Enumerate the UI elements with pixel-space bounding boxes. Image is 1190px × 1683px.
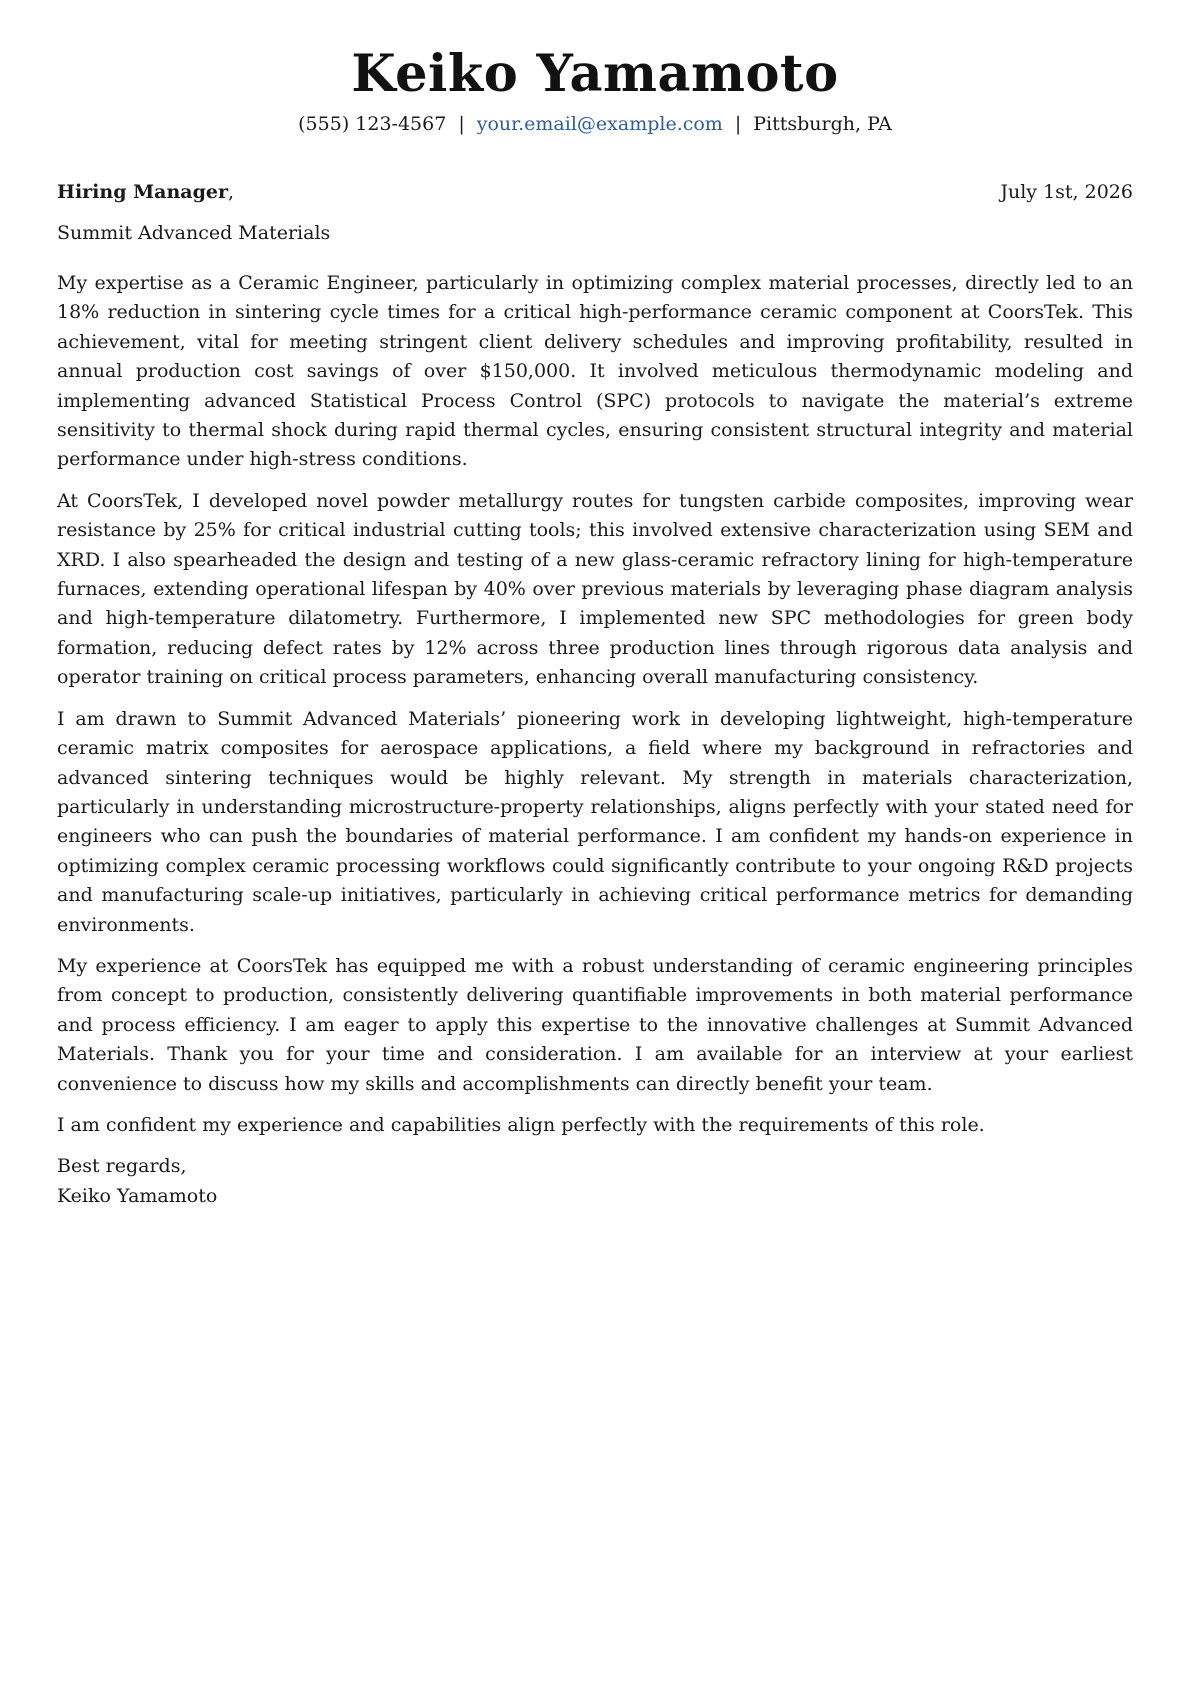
letter-date: July 1st, 2026: [1000, 181, 1133, 203]
letter-body: [57, 269, 1133, 1140]
body-paragraph: At CoorsTek, I developed novel powder metallurgy routes for tungsten carbide composites, improving wear resistance by 25% for critical industrial cutting tools; this involved extensive characterization using SEM and XRD. I also spearheaded the design and testing of a new glass-ceramic refractory lining for high-temperature furnaces, extending operational lifespan by 40% over previous materials by leveraging phase diagram analysis and high-temperature dilatometry. Furthermore, I implemented new SPC methodologies for green body formation, reducing defect rates by 12% across three production lines through rigorous data analysis and operator training on critical process parameters, enhancing overall manufacturing consistency.: [57, 489, 1133, 689]
email-link[interactable]: your.email@example.com: [476, 113, 723, 135]
body-paragraph: My experience at CoorsTek has equipped me with a robust understanding of ceramic engineering principles from concept to production, consistently delivering quantifiable improvements in both material performance and process efficiency. I am eager to apply this expertise to the innovative challenges at Summit Advanced Materials. Thank you for your time and consideration. I am available for an interview at your earliest convenience to discuss how my skills and accomplishments can directly benefit your team.: [57, 954, 1133, 1095]
closing-salutation: Best regards,: [57, 1155, 187, 1178]
recipient-date-row: [57, 180, 1133, 204]
letter-closing: [57, 1152, 1133, 1211]
contact-separator: |: [734, 113, 742, 135]
body-paragraph: I am drawn to Summit Advanced Materials’ pioneering work in developing lightweight, high-temperature ceramic matrix composites for aerospace applications, a field where my background in refractories and advanced sintering techniques would be highly relevant. My strength in materials characterization, particularly in understanding microstructure-property relationships, aligns perfectly with your stated need for engineers who can push the boundaries of material performance. I am confident my hands-on experience in optimizing complex ceramic processing workflows could significantly contribute to your ongoing R&D projects and manufacturing scale-up initiatives, particularly in achieving critical performance metrics for demanding environments.: [57, 707, 1133, 936]
location: Pittsburgh, PA: [753, 113, 892, 135]
phone-number: (555) 123-4567: [298, 113, 447, 135]
recipient-company: Summit Advanced Materials: [57, 222, 331, 244]
contact-line: [57, 112, 1133, 136]
recipient-comma: ,: [227, 181, 235, 203]
body-paragraph: My expertise as a Ceramic Engineer, particularly in optimizing complex material processes, directly led to an 18% reduction in sintering cycle times for a critical high-performance ceramic component at CoorsTek. This achievement, vital for meeting stringent client delivery schedules and improving profitability, resulted in annual production cost savings of over $150,000. It involved meticulous thermodynamic modeling and implementing advanced Statistical Process Control (SPC) protocols to navigate the material’s extreme sensitivity to thermal shock during rapid thermal cycles, ensuring consistent structural integrity and material performance under high-stress conditions.: [57, 272, 1133, 471]
sender-name: Keiko Yamamoto: [351, 44, 839, 104]
letter-header: [57, 0, 1133, 136]
body-paragraph: I am confident my experience and capabilities align perfectly with the requirements of this role.: [57, 1113, 985, 1136]
letter-page: [57, 0, 1133, 1211]
recipient-name: Hiring Manager: [57, 181, 228, 203]
closing-signature: Keiko Yamamoto: [57, 1184, 218, 1207]
recipient-title: [57, 180, 234, 204]
contact-separator: |: [458, 113, 465, 135]
